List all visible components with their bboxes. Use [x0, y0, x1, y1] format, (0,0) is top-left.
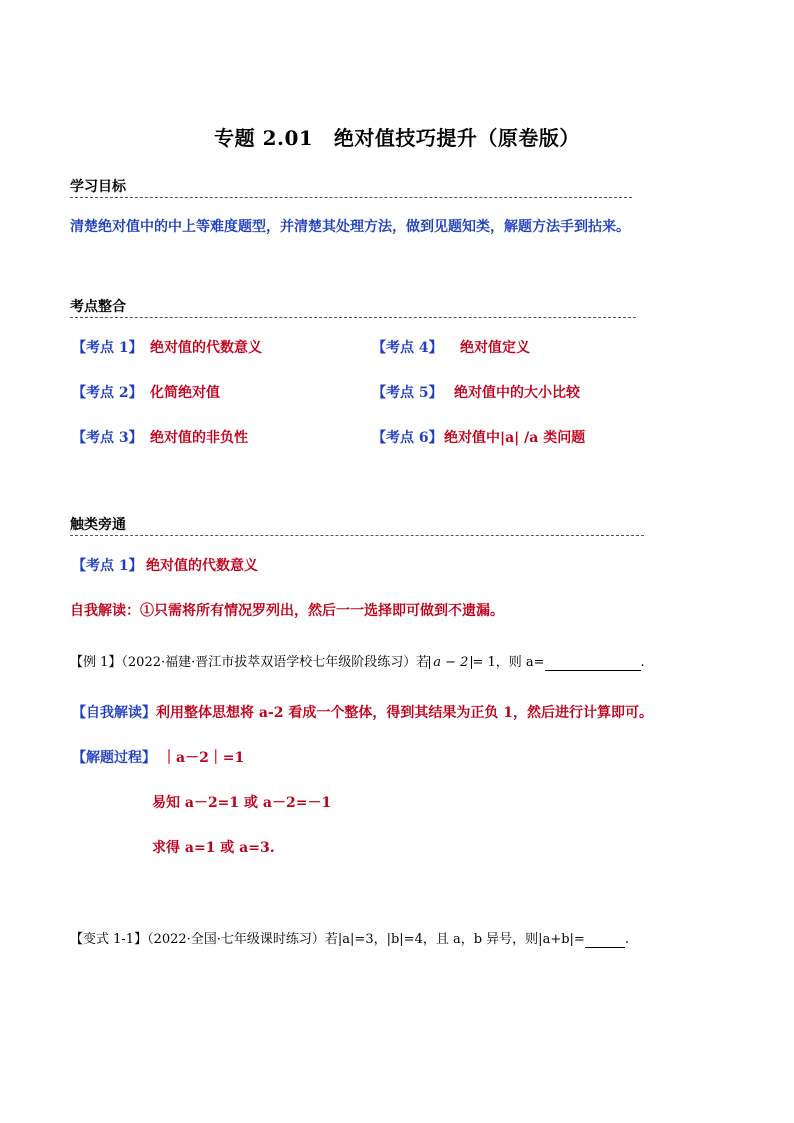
point-name: 化简绝对值	[150, 385, 220, 401]
practice-point-heading	[72, 555, 258, 575]
solution-step-2: 易知 a－2=1 或 a－2=－1	[152, 795, 332, 811]
point-item-5	[372, 382, 580, 402]
section-heading-label: 考点整合	[70, 299, 126, 315]
point-item-6	[372, 427, 585, 447]
section-heading-objectives	[70, 176, 632, 198]
explain-label: 【自我解读】	[72, 705, 156, 721]
self-read-text: ①只需将所有情况罗列出，然后一一选择即可做到不遗漏。	[140, 603, 504, 619]
point-name: 绝对值的代数意义	[150, 340, 262, 356]
section-heading-points	[70, 296, 636, 318]
example-source: （2022·福建·晋江市拔萃双语学校七年级阶段练习）若	[121, 655, 430, 670]
point-tag: 【考点 1】	[72, 340, 143, 356]
section-heading-practice	[70, 514, 644, 536]
answer-blank[interactable]	[545, 655, 641, 671]
answer-blank[interactable]	[585, 932, 625, 948]
point-name: 绝对值中的大小比较	[454, 385, 580, 401]
explain-text: 利用整体思想将 a-2 看成一个整体，得到其结果为正负 1，然后进行计算即可。	[156, 705, 653, 721]
point-item-4	[372, 337, 530, 357]
point-tag: 【考点 2】	[72, 385, 143, 401]
point-tag: 【考点 1】	[72, 558, 143, 574]
variant-end: .	[624, 932, 629, 947]
example-label: 【例 1】	[70, 655, 122, 670]
point-name: 绝对值定义	[460, 340, 530, 356]
objectives-text: 清楚绝对值中的中上等难度题型，并清楚其处理方法，做到见题知类，解题方法手到拈来。	[70, 219, 630, 235]
page-title: 专题 2.01 绝对值技巧提升（原卷版）	[214, 126, 580, 150]
example-1	[70, 651, 645, 671]
example-eq: = 1	[472, 655, 496, 670]
point-item-1	[72, 337, 262, 357]
point-tag: 【考点 5】	[372, 385, 443, 401]
point-name: 绝对值的代数意义	[146, 558, 258, 574]
point-item-3	[72, 427, 248, 447]
point-name: 绝对值中|a| /a 类问题	[444, 430, 586, 446]
point-tag: 【考点 6】	[372, 430, 443, 446]
variant-1-1	[70, 928, 629, 948]
example-end: .	[640, 655, 645, 670]
variant-label: 【变式 1-1】	[70, 932, 148, 947]
point-name: 绝对值的非负性	[150, 430, 248, 446]
solution-step-1: ｜a－2｜=1	[162, 750, 245, 766]
section-heading-label: 触类旁通	[70, 517, 126, 533]
solution-line-1	[72, 747, 244, 767]
self-read-line	[70, 600, 504, 620]
point-tag: 【考点 3】	[72, 430, 143, 446]
point-tag: 【考点 4】	[372, 340, 443, 356]
variant-text: （2022·全国·七年级课时练习）若|a|=3，|b|=4，且 a，b 异号，则|a+b|=	[147, 932, 585, 947]
solution-label: 【解题过程】	[72, 750, 156, 766]
explain-line	[72, 702, 653, 722]
self-read-label: 自我解读：	[70, 603, 140, 619]
abs-expression: a − 2	[429, 656, 472, 669]
solution-step-3: 求得 a=1 或 a=3.	[152, 840, 275, 856]
section-heading-label: 学习目标	[70, 179, 126, 195]
example-ask: ，则 a=	[495, 655, 545, 670]
point-item-2	[72, 382, 220, 402]
